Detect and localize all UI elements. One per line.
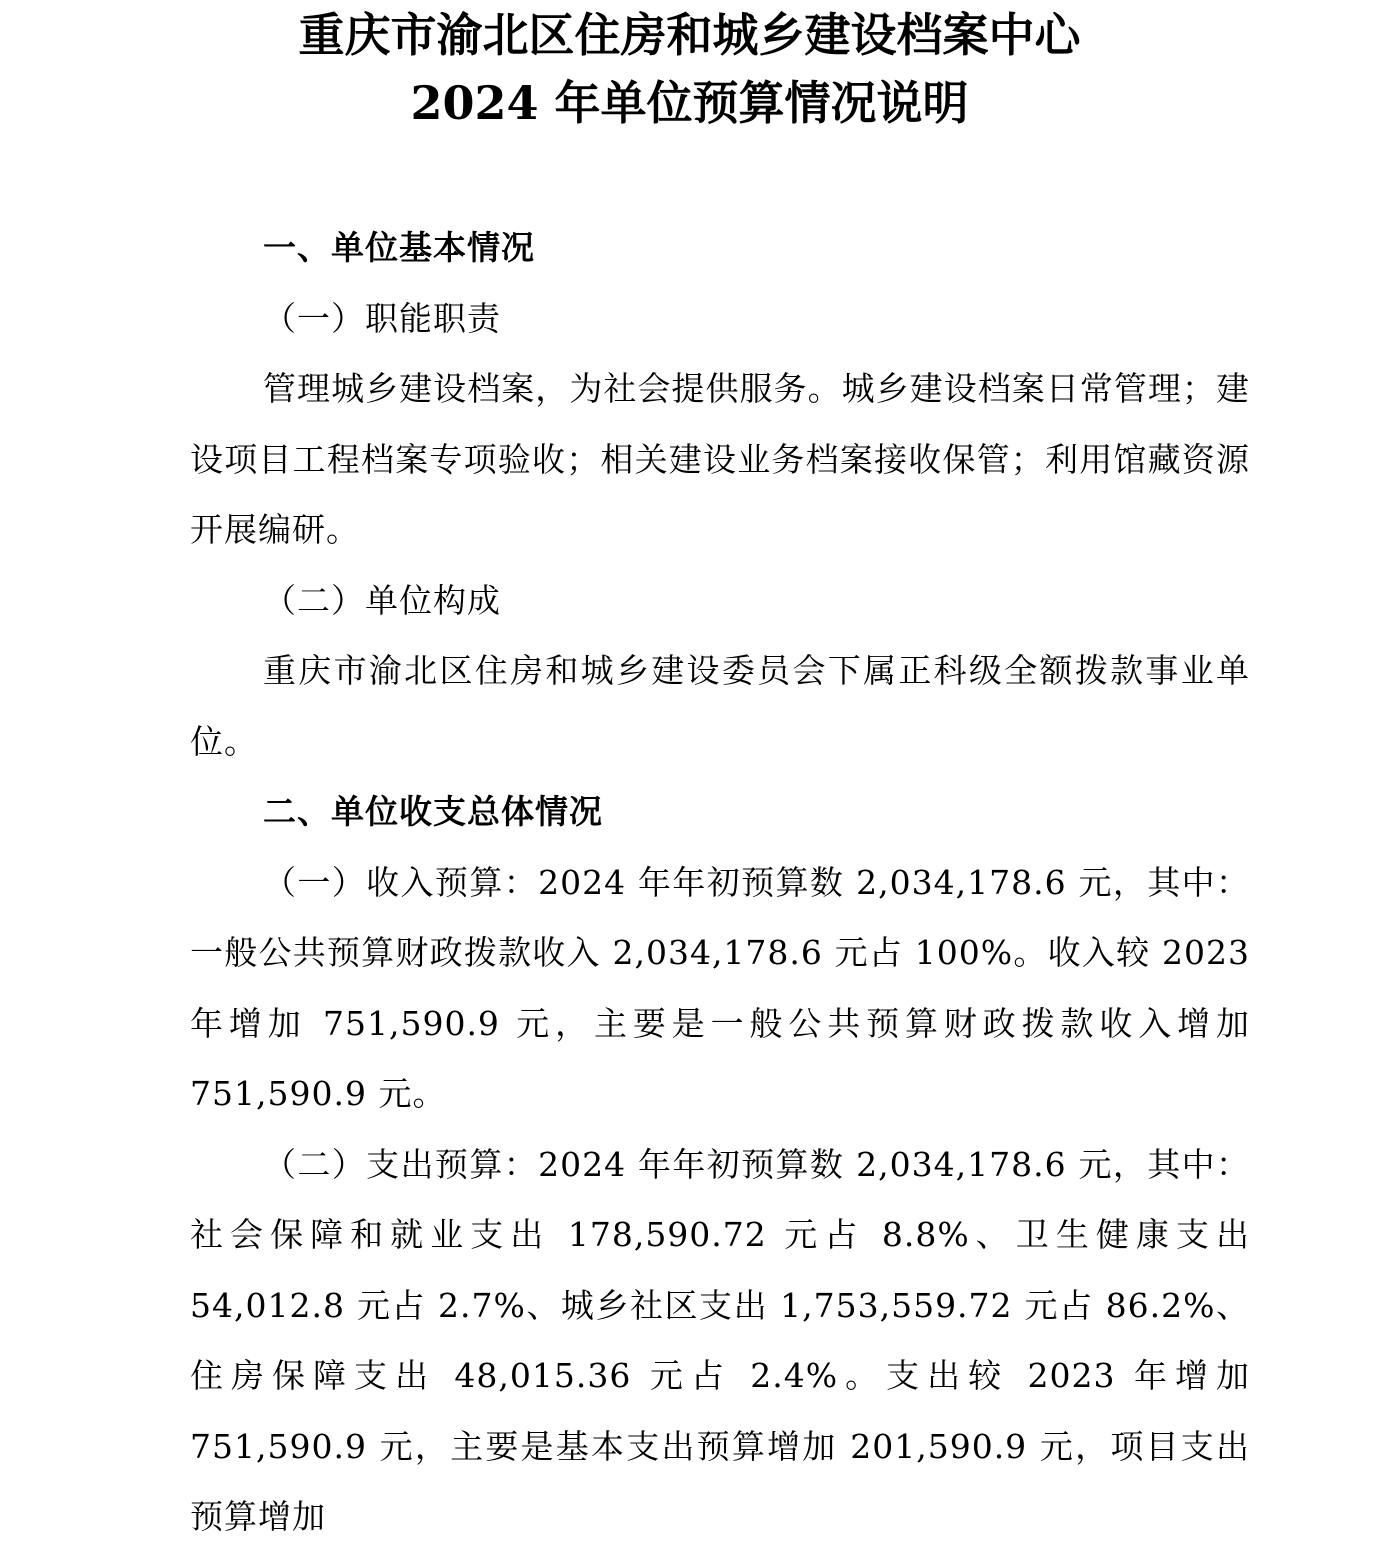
section-heading: 二、单位收支总体情况 <box>263 792 603 831</box>
paragraph: 重庆市渝北区住房和城乡建设委员会下属正科级全额拨款事业单位。 <box>190 651 1250 761</box>
section-heading: 一、单位基本情况 <box>263 228 535 267</box>
subsection-heading: （二）单位构成 <box>263 580 501 620</box>
paragraph: 管理城乡建设档案，为社会提供服务。城乡建设档案日常管理；建设项目工程档案专项验收；相关建设业务档案接收保管；利用馆藏资源开展编研。 <box>190 369 1250 549</box>
paragraph: （一）收入预算：2024 年年初预算数 2,034,178.6 元，其中：一般公共预算财政拨款收入 2,034,178.6 元占 100%。收入较 2023 年增加 751,590.9 元，主要是一般公共预算财政拨款收入增加 751,590.9 元。 <box>190 862 1250 1113</box>
paragraph: （二）支出预算：2024 年年初预算数 2,034,178.6 元，其中：社会保障和就业支出 178,590.72 元占 8.8%、卫生健康支出 54,012.8 元占 2.7%、城乡社区支出 1,753,559.72 元占 86.2%、住房保障支出 48,015.36 元占 2.4%。支出较 2023 年增加 751,590.9 元，主要是基本支出预算增加 201,590.9 元，项目支出预算增加 <box>190 1144 1250 1536</box>
document-title-line1: 重庆市渝北区住房和城乡建设档案中心 <box>298 8 1081 62</box>
subsection-heading: （一）职能职责 <box>263 298 501 338</box>
document-body <box>190 213 1250 1553</box>
document-title-line2: 2024 年单位预算情况说明 <box>410 76 969 130</box>
